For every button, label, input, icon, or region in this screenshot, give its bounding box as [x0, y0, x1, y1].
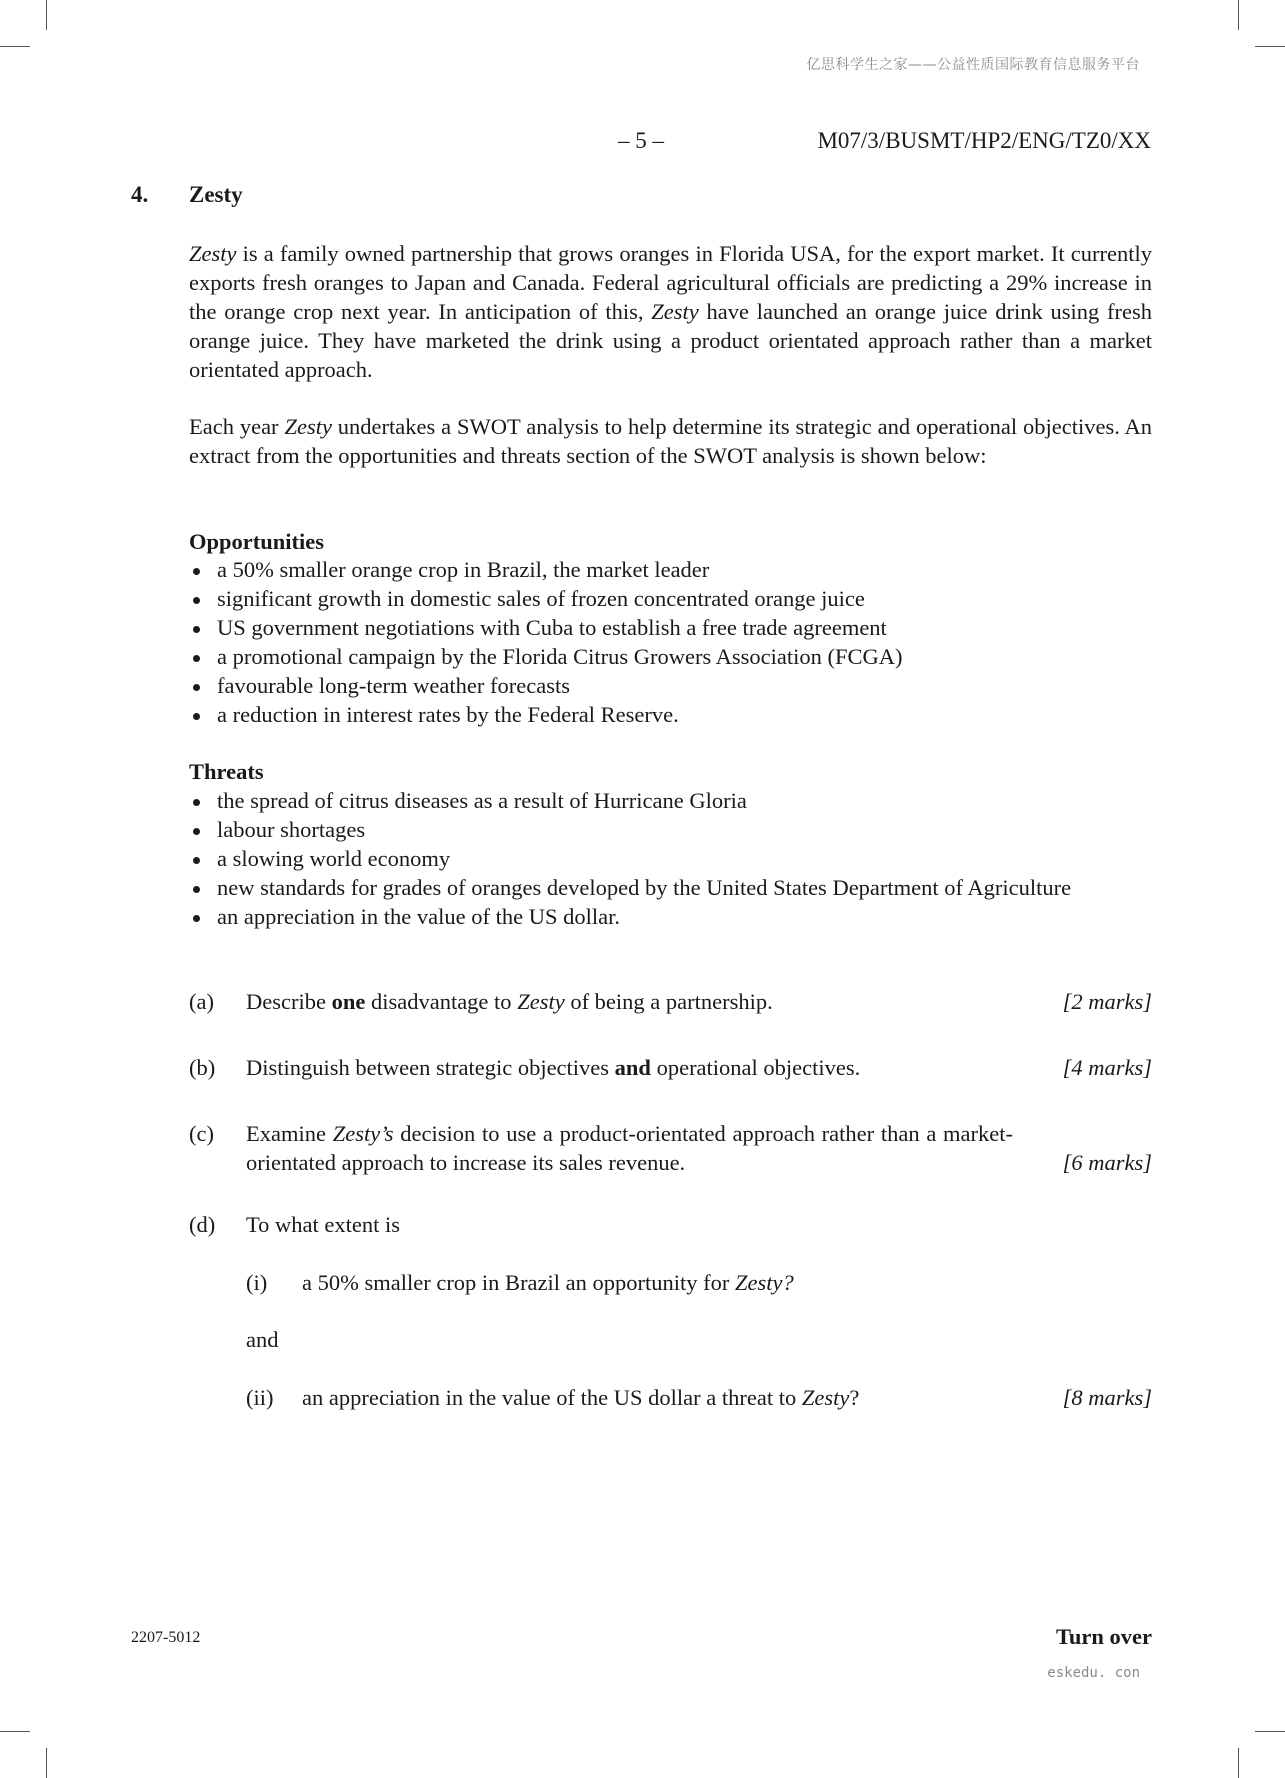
question-part-d: [189, 1211, 1152, 1241]
crop-mark: [0, 1731, 30, 1732]
list-item: the spread of citrus diseases as a result of Hurricane Gloria: [189, 787, 1071, 816]
crop-mark: [0, 46, 30, 47]
company-name: Zesty: [284, 414, 332, 439]
part-label: (c): [189, 1121, 214, 1146]
subpart-label: (ii): [246, 1385, 274, 1410]
marks-label: [4 marks]: [1062, 1055, 1152, 1080]
crop-mark: [1255, 46, 1285, 47]
question-part-b: [189, 1054, 1152, 1084]
question-part-a: [189, 988, 1152, 1018]
crop-mark: [1238, 1748, 1239, 1778]
crop-mark: [1255, 1731, 1285, 1732]
part-text: Distinguish between strategic objectives and operational objectives.: [246, 1055, 861, 1080]
marks-label: [8 marks]: [1062, 1385, 1152, 1410]
paper-code: M07/3/BUSMT/HP2/ENG/TZ0/XX: [817, 128, 1151, 153]
crop-mark: [46, 0, 47, 30]
part-text: Describe one disadvantage to Zesty of being a partnership.: [246, 989, 773, 1014]
list-item: labour shortages: [189, 816, 1071, 845]
opportunities-heading: Opportunities: [189, 529, 325, 554]
question-number: 4.: [131, 182, 149, 207]
list-item: a slowing world economy: [189, 845, 1071, 874]
list-item: US government negotiations with Cuba to establish a free trade agreement: [189, 614, 903, 643]
part-text: Examine Zesty’s decision to use a product-orientated approach rather than a market-orientated approach to increase its sales revenue.: [246, 1121, 1013, 1175]
crop-mark: [1238, 0, 1239, 30]
question-title: Zesty: [189, 182, 243, 207]
list-item: significant growth in domestic sales of frozen concentrated orange juice: [189, 585, 903, 614]
subpart-text: an appreciation in the value of the US dollar a threat to Zesty?: [302, 1385, 860, 1410]
watermark: 亿思科学生之家——公益性质国际教育信息服务平台: [806, 57, 1140, 73]
company-name: Zesty: [651, 298, 699, 324]
list-item: a reduction in interest rates by the Federal Reserve.: [189, 701, 903, 730]
question-part-c: [189, 1120, 1152, 1180]
intro-paragraph: [189, 240, 1152, 385]
threats-heading: Threats: [189, 759, 264, 784]
swot-text-1: Each year: [189, 414, 285, 439]
page-number: – 5 –: [618, 128, 664, 153]
marks-label: [2 marks]: [1062, 989, 1152, 1014]
crop-mark: [46, 1748, 47, 1778]
list-item: a 50% smaller orange crop in Brazil, the market leader: [189, 556, 903, 585]
intro-text-2: have launched an orange juice drink using fresh orange juice. They have marketed the drink using a product orientated approach rather than a market orientated approach.: [189, 298, 1152, 382]
list-item: an appreciation in the value of the US dollar.: [189, 903, 1071, 932]
swot-paragraph: [189, 413, 1152, 471]
list-item: a promotional campaign by the Florida Citrus Growers Association (FCGA): [189, 643, 903, 672]
subpart-text: a 50% smaller crop in Brazil an opportunity for Zesty?: [302, 1270, 794, 1295]
list-item: new standards for grades of oranges developed by the United States Department of Agriculture: [189, 874, 1071, 903]
part-label: (b): [189, 1055, 216, 1080]
swot-text-2: undertakes a SWOT analysis to help determine its strategic and operational objectives. An extract from the opportunities and threats section of the SWOT analysis is shown below:: [189, 414, 1153, 468]
threats-list: [189, 787, 1071, 932]
company-name: Zesty: [189, 241, 237, 266]
part-text: To what extent is: [246, 1212, 401, 1237]
site-watermark: eskedu. con: [1047, 1665, 1140, 1681]
turn-over-label: Turn over: [1055, 1624, 1152, 1649]
opportunities-list: [189, 556, 903, 729]
intro-text-1: is a family owned partnership that grows oranges in Florida USA, for the export market. It currently exports fresh oranges to Japan and Canada. Federal agricultural officials are predicting a 29% increase in the orange crop next year. In anticipation of this,: [189, 241, 1152, 324]
footer-code: 2207-5012: [131, 1629, 201, 1646]
marks-label: [6 marks]: [1062, 1150, 1152, 1175]
part-label: (d): [189, 1212, 216, 1237]
subpart-label: (i): [246, 1270, 268, 1295]
part-label: (a): [189, 989, 214, 1014]
list-item: favourable long-term weather forecasts: [189, 672, 903, 701]
